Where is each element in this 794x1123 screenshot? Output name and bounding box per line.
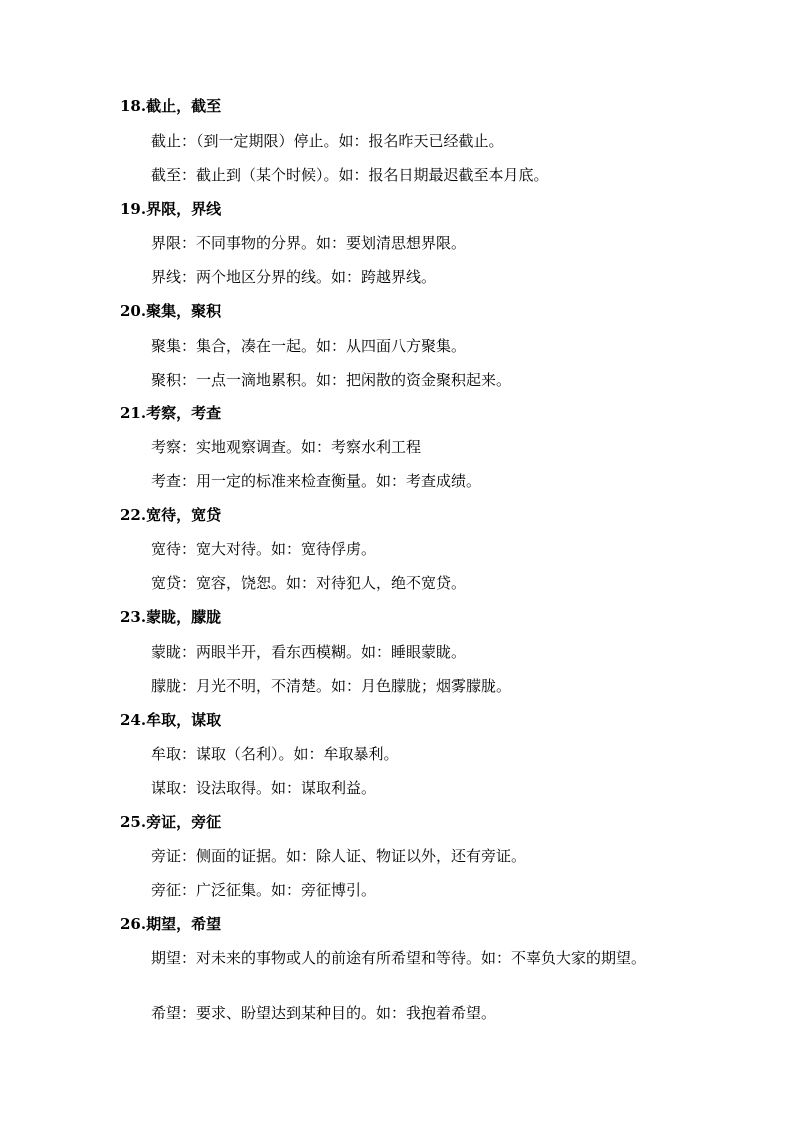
- entry-definition: 界限：不同事物的分界。如：要划清思想界限。: [151, 234, 467, 252]
- entry-heading: 18.截止，截至: [120, 97, 222, 115]
- entry-definition: 宽贷：宽容，饶恕。如：对待犯人，绝不宽贷。: [151, 574, 467, 592]
- entry-definition: 考查：用一定的标准来检查衡量。如：考查成绩。: [151, 472, 482, 490]
- entry-definition: 截至：截止到（某个时候）。如：报名日期最迟截至本月底。: [151, 166, 549, 184]
- entry-definition: 旁征：广泛征集。如：旁征博引。: [151, 881, 377, 899]
- entry-heading: 25.旁证，旁征: [120, 813, 222, 831]
- entry-heading: 21.考察，考查: [120, 404, 222, 422]
- entry-heading: 23.蒙眬，朦胧: [120, 608, 222, 626]
- entry-definition: 朦胧：月光不明，不清楚。如：月色朦胧；烟雾朦胧。: [151, 677, 512, 695]
- entry-definition: 界线：两个地区分界的线。如：跨越界线。: [151, 268, 437, 286]
- entry-definition: 考察：实地观察调查。如：考察水利工程: [151, 438, 422, 456]
- entry-definition: 截止：（到一定期限）停止。如：报名昨天已经截止。: [151, 132, 504, 150]
- entry-definition: 蒙眬：两眼半开，看东西模糊。如：睡眼蒙眬。: [151, 643, 467, 661]
- entry-definition: 聚积：一点一滴地累积。如：把闲散的资金聚积起来。: [151, 371, 512, 389]
- entry-definition: 聚集：集合，凑在一起。如：从四面八方聚集。: [151, 337, 467, 355]
- entry-definition: 宽待：宽大对待。如：宽待俘虏。: [151, 540, 377, 558]
- entry-definition: 旁证：侧面的证据。如：除人证、物证以外，还有旁证。: [151, 847, 527, 865]
- entry-definition: 牟取：谋取（名利）。如：牟取暴利。: [151, 745, 399, 763]
- entry-definition: 希望：要求、盼望达到某种目的。如：我抱着希望。: [151, 1004, 497, 1022]
- entry-heading: 20.聚集，聚积: [120, 302, 222, 320]
- entry-definition: 谋取：设法取得。如：谋取利益。: [151, 779, 377, 797]
- entry-definition: 期望：对未来的事物或人的前途有所希望和等待。如：不辜负大家的期望。: [151, 949, 647, 967]
- entry-heading: 24.牟取，谋取: [120, 711, 222, 729]
- entry-heading: 19.界限，界线: [120, 200, 222, 218]
- entry-heading: 26.期望，希望: [120, 915, 222, 933]
- entry-heading: 22.宽待，宽贷: [120, 506, 222, 524]
